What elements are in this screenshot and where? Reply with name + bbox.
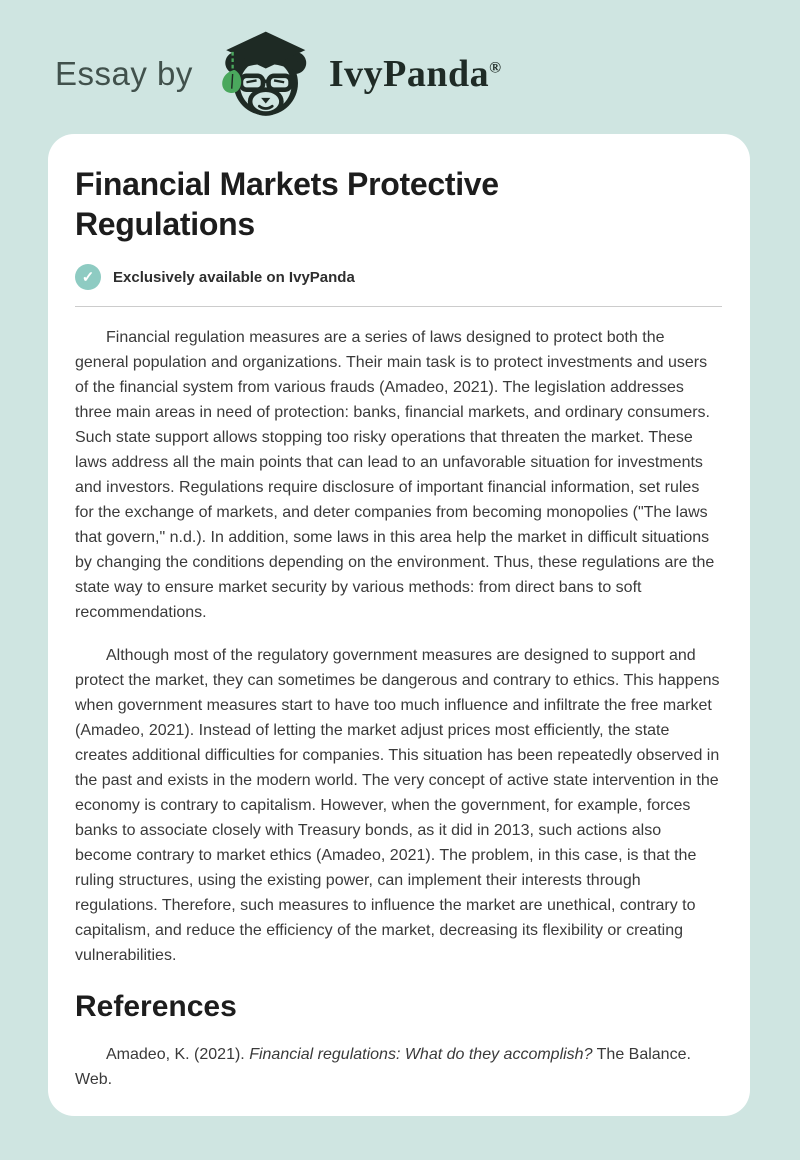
reference-item [75, 1042, 722, 1092]
exclusive-badge [75, 264, 722, 290]
essay-paragraph-2: Although most of the regulatory government measures are designed to support and protect the market, they can sometimes be dangerous and contrary to ethics. This happens when government measures start to have too much influence and infiltrate the free market (Amadeo, 2021). Instead of letting the market adjust prices most efficiently, the state creates additional difficulties for companies. This situation has been repeatedly observed in the past and exists in the modern world. The very concept of active state intervention in the economy is contrary to capitalism. However, when the government, for example, forces banks to associate closely with Treasury bonds, as it did in 2013, such actions also become contrary to market ethics (Amadeo, 2021). The problem, in this case, is that the ruling structures, using the existing power, can implement their interests through regulations. Therefore, such measures to influence the market are unethical, contrary to capitalism, and reduce the efficiency of the market, decreasing its flexibility or creating vulnerabilities. [75, 647, 720, 964]
header [0, 0, 800, 122]
divider [75, 306, 722, 307]
check-icon: ✓ [75, 264, 101, 290]
essay-paragraph-1: Financial regulation measures are a series of laws designed to protect both the general population and organizations. Their main task is to protect investments and users of the financial system from various frauds (Amadeo, 2021). The legislation addresses three main areas in need of protection: banks, financial markets, and ordinary consumers. Such state support allows stopping too risky operations that threaten the market. These laws address all the main points that can lead to an unfavorable situation for investments and investors. Regulations require disclosure of important financial information, set rules for the exchange of markets, and deter companies from becoming monopolies ("The laws that govern," n.d.). In addition, some laws in this area help the market in difficult situations by changing the conditions depending on the environment. Thus, these regulations are the state way to ensure market security by various methods: from direct bans to soft recommendations. [75, 329, 715, 621]
essay-by-text: Essay by [55, 55, 193, 92]
registered-mark: ® [489, 59, 502, 77]
page-title: Financial Markets Protective Regulations [75, 166, 499, 242]
reference-suffix: The Balance. Web. [75, 1046, 691, 1088]
ivypanda-logo [207, 28, 319, 120]
brand-name [329, 52, 502, 96]
exclusive-badge-label: Exclusively available on IvyPanda [113, 268, 355, 286]
references-heading: References [75, 990, 237, 1023]
brand-text: IvyPanda [328, 53, 490, 95]
reference-title-italic: Financial regulations: What do they accomplish? [249, 1046, 593, 1063]
essay-card [48, 134, 750, 1116]
reference-prefix: Amadeo, K. (2021). [106, 1046, 250, 1063]
panda-graduation-cap-icon [207, 28, 319, 120]
